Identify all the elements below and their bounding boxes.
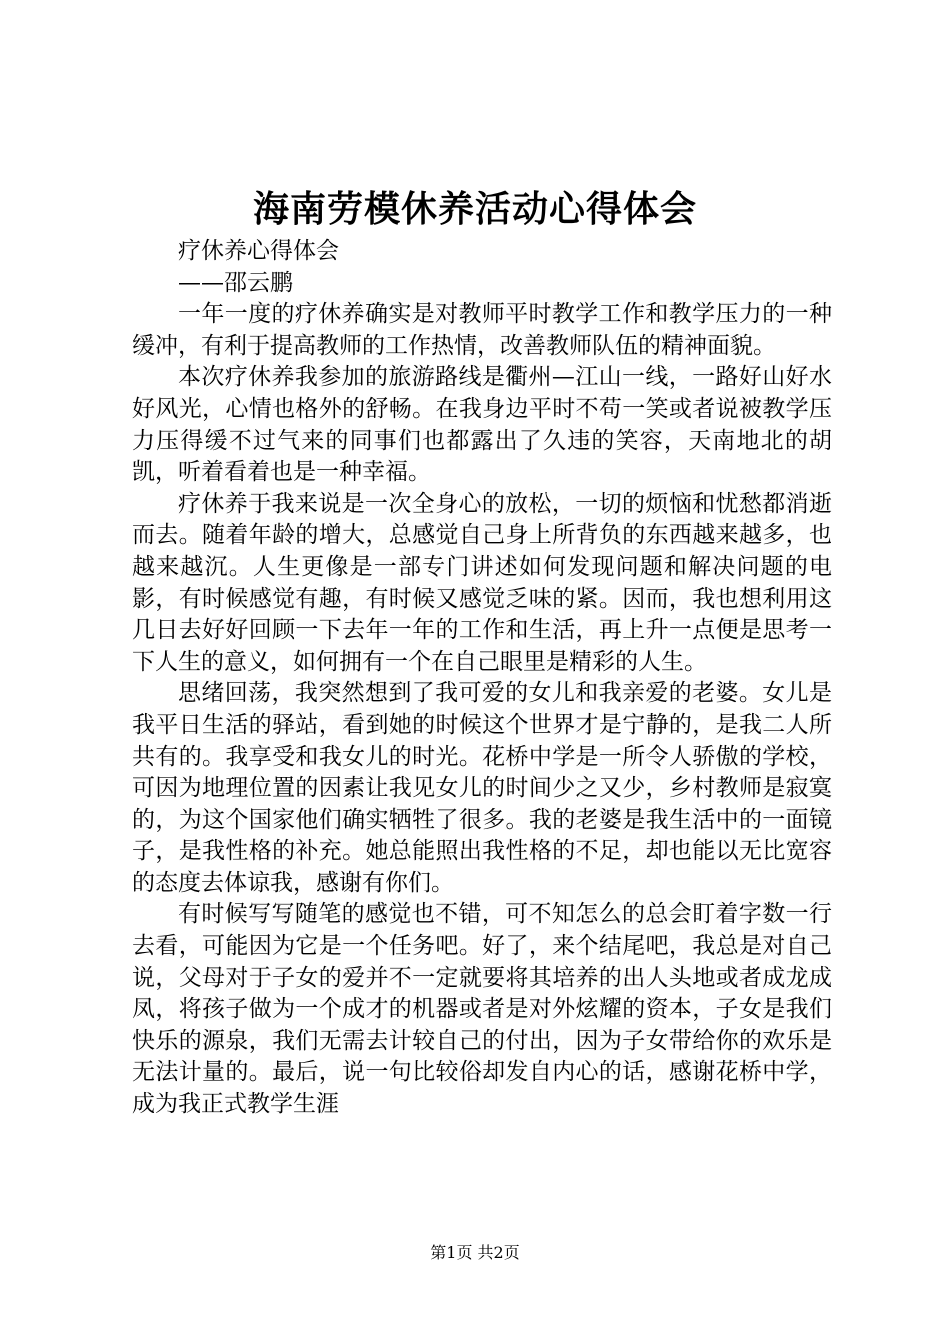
author-line: ——邵云鹏 [178, 269, 293, 296]
document-body [132, 236, 832, 1121]
paragraph: 有时候写写随笔的感觉也不错，可不知怎么的总会盯着字数一行去看，可能因为它是一个任务吧。好了，来个结尾吧，我总是对自己说，父母对于子女的爱并不一定就要将其培养的出人头地或者成龙成凤，将孩子做为一个成才的机器或者是对外炫耀的资本，子女是我们快乐的源泉，我们无需去计较自己的付出，因为子女带给你的欢乐是无法计量的。最后，说一句比较俗却发自内心的话，感谢花桥中学，成为我正式教学生涯 [132, 901, 832, 1118]
subtitle: 疗休养心得体会 [178, 238, 339, 264]
paragraph: 疗休养于我来说是一次全身心的放松，一切的烦恼和忧愁都消逝而去。随着年龄的增大，总感觉自己身上所背负的东西越来越多，也越来越沉。人生更像是一部专门讲述如何发现问题和解决问题的电影，有时候感觉有趣，有时候又感觉乏味的紧。因而，我也想利用这几日去好好回顾一下去年一年的工作和生活，再上升一点便是思考一下人生的意义，如何拥有一个在自己眼里是精彩的人生。 [132, 490, 832, 675]
document-title: 海南劳模休养活动心得体会 [252, 188, 697, 230]
paragraph: 本次疗休养我参加的旅游路线是衢州—江山一线，一路好山好水好风光，心情也格外的舒畅。在我身边平时不苟一笑或者说被教学压力压得缓不过气来的同事们也都露出了久违的笑容，天南地北的胡凯，听着看着也是一种幸福。 [132, 364, 832, 486]
page-footer: 第1页 共2页 [430, 1243, 520, 1262]
paragraph: 思绪回荡，我突然想到了我可爱的女儿和我亲爱的老婆。女儿是我平日生活的驿站，看到她的时候这个世界才是宁静的，是我二人所共有的。我享受和我女儿的时光。花桥中学是一所令人骄傲的学校，可因为地理位置的因素让我见女儿的时间少之又少，乡村教师是寂寞的，为这个国家他们确实牺牲了很多。我的老婆是我生活中的一面镜子，是我性格的补充。她总能照出我性格的不足，却也能以无比宽容的态度去体谅我，感谢有你们。 [132, 680, 832, 896]
paragraph: 一年一度的疗休养确实是对教师平时教学工作和教学压力的一种缓冲，有利于提高教师的工作热情，改善教师队伍的精神面貌。 [132, 301, 832, 359]
